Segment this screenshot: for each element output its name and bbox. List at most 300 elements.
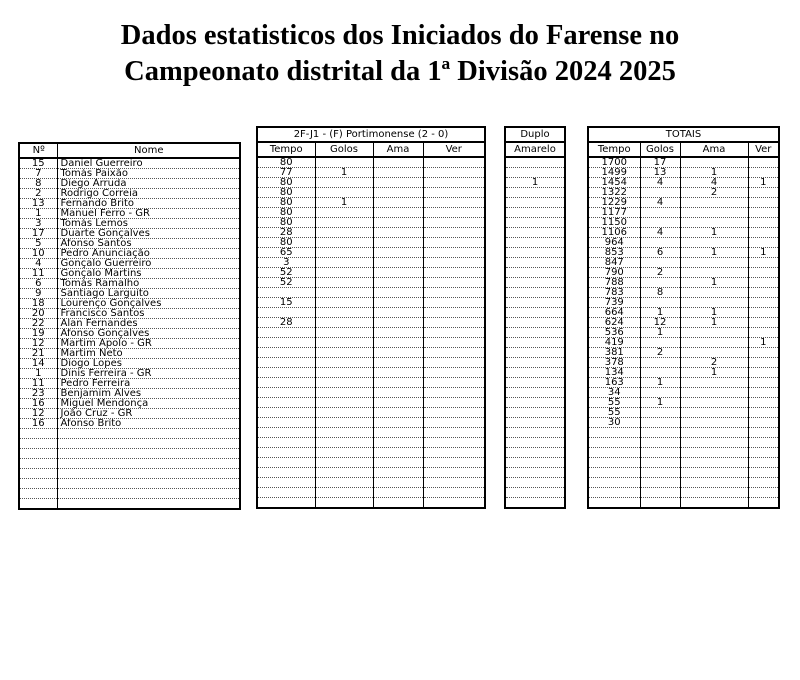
total-golos: 1 (640, 328, 680, 338)
player-name: Martim Neto (57, 349, 240, 359)
player-name: João Cruz - GR (57, 409, 240, 419)
player-number: 19 (19, 329, 57, 339)
player-number: 3 (19, 219, 57, 229)
match-tempo: 52 (257, 268, 315, 278)
match-golos (315, 398, 373, 408)
empty-row (19, 459, 240, 469)
player-number (19, 449, 57, 459)
total-tempo (588, 448, 640, 458)
total-ama (680, 498, 748, 509)
table-row (588, 178, 779, 188)
table-row (19, 299, 240, 309)
player-name: Fernando Brito (57, 199, 240, 209)
empty-row (505, 448, 565, 458)
player-name (57, 459, 240, 469)
total-golos (640, 188, 680, 198)
total-ama (680, 328, 748, 338)
table-row (257, 378, 485, 388)
player-number: 9 (19, 289, 57, 299)
duplo-amarelo (505, 328, 565, 338)
match-tempo (257, 428, 315, 438)
player-name: Lourenço Gonçalves (57, 299, 240, 309)
total-ama (680, 438, 748, 448)
table-row (505, 228, 565, 238)
match-golos: 1 (315, 168, 373, 178)
match-ver (423, 328, 485, 338)
match-ama (373, 398, 423, 408)
duplo-amarelo (505, 418, 565, 428)
table-row (588, 338, 779, 348)
players-table (18, 142, 241, 510)
table-row (19, 219, 240, 229)
match-golos (315, 238, 373, 248)
total-ver (748, 238, 779, 248)
match-golos (315, 228, 373, 238)
match-ver (423, 168, 485, 178)
duplo-header-row (505, 127, 565, 142)
total-tempo: 1150 (588, 218, 640, 228)
total-ver (748, 168, 779, 178)
player-name: Tomás Paixão (57, 169, 240, 179)
player-number: 17 (19, 229, 57, 239)
match-ver (423, 258, 485, 268)
total-ama (680, 208, 748, 218)
match-ama (373, 238, 423, 248)
total-golos: 2 (640, 348, 680, 358)
player-number: 16 (19, 419, 57, 429)
match-ama (373, 168, 423, 178)
empty-row (19, 439, 240, 449)
player-number: 15 (19, 158, 57, 169)
total-ama (680, 348, 748, 358)
table-row (257, 188, 485, 198)
table-row (505, 208, 565, 218)
match-tempo (257, 418, 315, 428)
match-table (256, 126, 486, 509)
table-row (19, 349, 240, 359)
total-golos (640, 208, 680, 218)
total-ver (748, 318, 779, 328)
table-row (588, 418, 779, 428)
total-ama (680, 408, 748, 418)
table-row (19, 389, 240, 399)
total-golos: 4 (640, 178, 680, 188)
table-row (257, 388, 485, 398)
table-row (505, 168, 565, 178)
total-tempo: 1229 (588, 198, 640, 208)
empty-row (588, 468, 779, 478)
duplo-amarelo (505, 468, 565, 478)
empty-row (19, 449, 240, 459)
table-row (19, 199, 240, 209)
total-ama (680, 268, 748, 278)
match-ver (423, 438, 485, 448)
duplo-amarelo (505, 198, 565, 208)
table-row (505, 318, 565, 328)
match-ama (373, 278, 423, 288)
match-ver (423, 228, 485, 238)
match-golos (315, 298, 373, 308)
total-ama (680, 338, 748, 348)
duplo-amarelo (505, 228, 565, 238)
total-ver (748, 408, 779, 418)
match-golos (315, 458, 373, 468)
match-tempo (257, 328, 315, 338)
duplo-amarelo (505, 368, 565, 378)
table-row (257, 198, 485, 208)
match-ama (373, 478, 423, 488)
match-golos (315, 408, 373, 418)
match-ama (373, 198, 423, 208)
player-number (19, 429, 57, 439)
table-row (19, 419, 240, 429)
player-number: 12 (19, 409, 57, 419)
player-name: Diogo Lopes (57, 359, 240, 369)
match-tempo: 28 (257, 318, 315, 328)
total-golos (640, 428, 680, 438)
total-golos (640, 478, 680, 488)
table-row (505, 248, 565, 258)
empty-row (257, 478, 485, 488)
table-row (257, 278, 485, 288)
table-row (19, 179, 240, 189)
table-row (505, 328, 565, 338)
total-ver (748, 348, 779, 358)
empty-row (588, 438, 779, 448)
total-ver (748, 438, 779, 448)
header-name: Nome (57, 143, 240, 158)
player-name: Tomás Ramalho (57, 279, 240, 289)
duplo-amarelo: 1 (505, 178, 565, 188)
match-ver (423, 378, 485, 388)
total-ver: 1 (748, 178, 779, 188)
table-row (257, 398, 485, 408)
match-ver (423, 458, 485, 468)
total-golos (640, 238, 680, 248)
match-golos (315, 258, 373, 268)
total-tempo: 134 (588, 368, 640, 378)
player-number: 18 (19, 299, 57, 309)
match-tempo (257, 338, 315, 348)
match-tempo (257, 288, 315, 298)
total-golos (640, 388, 680, 398)
match-ver (423, 198, 485, 208)
match-ver (423, 188, 485, 198)
match-ama (373, 498, 423, 509)
table-row (257, 288, 485, 298)
empty-row (505, 478, 565, 488)
total-tempo: 783 (588, 288, 640, 298)
match-tempo (257, 398, 315, 408)
match-golos (315, 288, 373, 298)
total-ver (748, 488, 779, 498)
player-number: 1 (19, 369, 57, 379)
empty-row (505, 498, 565, 509)
player-name: Manuel Ferro - GR (57, 209, 240, 219)
totais-col-ama: Ama (680, 142, 748, 157)
table-row (588, 378, 779, 388)
player-number (19, 499, 57, 510)
total-tempo: 1177 (588, 208, 640, 218)
match-ama (373, 308, 423, 318)
empty-row (588, 428, 779, 438)
total-tempo (588, 478, 640, 488)
duplo-amarelo (505, 408, 565, 418)
total-tempo: 55 (588, 398, 640, 408)
total-golos: 2 (640, 268, 680, 278)
table-row (588, 268, 779, 278)
player-name: Santiago Larguito (57, 289, 240, 299)
total-ama: 1 (680, 368, 748, 378)
total-tempo: 55 (588, 408, 640, 418)
player-number: 6 (19, 279, 57, 289)
table-row (588, 168, 779, 178)
match-tempo (257, 468, 315, 478)
match-ver (423, 278, 485, 288)
player-number (19, 459, 57, 469)
table-row (588, 258, 779, 268)
player-number: 1 (19, 209, 57, 219)
player-name: Pedro Ferreira (57, 379, 240, 389)
match-tempo (257, 498, 315, 509)
duplo-amarelo (505, 478, 565, 488)
empty-row (257, 428, 485, 438)
player-number: 14 (19, 359, 57, 369)
empty-row (257, 438, 485, 448)
total-ama: 1 (680, 228, 748, 238)
total-ama (680, 458, 748, 468)
table-row (588, 157, 779, 168)
table-row (19, 239, 240, 249)
player-name: Afonso Brito (57, 419, 240, 429)
table-row (19, 269, 240, 279)
match-ama (373, 258, 423, 268)
player-number: 7 (19, 169, 57, 179)
match-tempo: 28 (257, 228, 315, 238)
total-ama (680, 288, 748, 298)
totais-col-tempo: Tempo (588, 142, 640, 157)
total-ver (748, 448, 779, 458)
total-ver (748, 478, 779, 488)
duplo-amarelo-table (504, 126, 566, 509)
table-row (588, 218, 779, 228)
match-golos (315, 468, 373, 478)
table-row (19, 319, 240, 329)
table-row (19, 209, 240, 219)
total-tempo: 964 (588, 238, 640, 248)
match-tempo (257, 408, 315, 418)
match-header: 2F-J1 - (F) Portimonense (2 - 0) (257, 127, 485, 142)
duplo-amarelo (505, 498, 565, 509)
duplo-amarelo (505, 348, 565, 358)
player-number (19, 489, 57, 499)
table-row (505, 358, 565, 368)
match-ama (373, 208, 423, 218)
total-tempo: 1454 (588, 178, 640, 188)
empty-row (257, 468, 485, 478)
table-row (505, 157, 565, 168)
match-ver (423, 358, 485, 368)
total-ama (680, 448, 748, 458)
match-ver (423, 178, 485, 188)
player-number (19, 469, 57, 479)
total-tempo (588, 468, 640, 478)
total-golos (640, 338, 680, 348)
total-golos (640, 258, 680, 268)
match-golos (315, 358, 373, 368)
duplo-amarelo (505, 258, 565, 268)
match-tempo: 80 (257, 238, 315, 248)
total-tempo (588, 498, 640, 509)
total-ver (748, 418, 779, 428)
table-row (257, 308, 485, 318)
match-golos (315, 308, 373, 318)
match-ama (373, 228, 423, 238)
table-row (588, 408, 779, 418)
duplo-amarelo (505, 378, 565, 388)
table-row (257, 358, 485, 368)
total-tempo: 1700 (588, 157, 640, 168)
duplo-amarelo (505, 318, 565, 328)
total-ver: 1 (748, 248, 779, 258)
total-ama: 4 (680, 178, 748, 188)
match-ver (423, 388, 485, 398)
total-golos (640, 448, 680, 458)
total-ama (680, 157, 748, 168)
player-name (57, 439, 240, 449)
duplo-amarelo (505, 438, 565, 448)
match-col-golos: Golos (315, 142, 373, 157)
player-name: Afonso Gonçalves (57, 329, 240, 339)
total-golos: 1 (640, 398, 680, 408)
total-tempo: 419 (588, 338, 640, 348)
table-row (19, 309, 240, 319)
match-ama (373, 218, 423, 228)
total-tempo: 1106 (588, 228, 640, 238)
table-row (257, 168, 485, 178)
total-ama (680, 398, 748, 408)
total-ver (748, 498, 779, 509)
match-golos (315, 418, 373, 428)
match-tempo: 80 (257, 178, 315, 188)
header-number: Nº (19, 143, 57, 158)
match-tempo (257, 478, 315, 488)
table-row (588, 318, 779, 328)
total-ver (748, 188, 779, 198)
match-ama (373, 468, 423, 478)
match-ver (423, 338, 485, 348)
table-row (257, 418, 485, 428)
table-row (505, 308, 565, 318)
totais-table-body (588, 127, 779, 508)
total-tempo (588, 458, 640, 468)
match-golos (315, 478, 373, 488)
total-ama (680, 468, 748, 478)
table-row (19, 189, 240, 199)
empty-row (588, 478, 779, 488)
table-row (505, 378, 565, 388)
empty-row (588, 448, 779, 458)
match-ver (423, 478, 485, 488)
match-subheader-row (257, 142, 485, 157)
table-row (257, 268, 485, 278)
total-ver (748, 368, 779, 378)
player-name: Alan Fernandes (57, 319, 240, 329)
table-row (257, 338, 485, 348)
total-tempo: 788 (588, 278, 640, 288)
match-tempo: 80 (257, 198, 315, 208)
table-row (19, 158, 240, 169)
match-ama (373, 298, 423, 308)
table-row (257, 157, 485, 168)
match-golos (315, 488, 373, 498)
players-header-row (19, 143, 240, 158)
empty-row (505, 428, 565, 438)
total-golos (640, 488, 680, 498)
match-golos (315, 438, 373, 448)
duplo-amarelo (505, 268, 565, 278)
total-ver (748, 288, 779, 298)
match-golos (315, 188, 373, 198)
match-golos (315, 338, 373, 348)
total-ver (748, 228, 779, 238)
total-ver (748, 218, 779, 228)
duplo-header-line2: Amarelo (505, 142, 565, 157)
total-ver (748, 278, 779, 288)
player-number: 23 (19, 389, 57, 399)
table-row (257, 348, 485, 358)
player-name: Miguel Mendonça (57, 399, 240, 409)
total-golos: 17 (640, 157, 680, 168)
match-ama (373, 438, 423, 448)
match-ver (423, 468, 485, 478)
total-ver (748, 268, 779, 278)
table-row (19, 289, 240, 299)
match-header-row (257, 127, 485, 142)
total-ama: 1 (680, 308, 748, 318)
total-tempo: 1322 (588, 188, 640, 198)
table-row (19, 339, 240, 349)
duplo-amarelo (505, 488, 565, 498)
total-ver (748, 398, 779, 408)
total-tempo: 378 (588, 358, 640, 368)
table-row (505, 288, 565, 298)
match-golos (315, 278, 373, 288)
player-name: Duarte Gonçalves (57, 229, 240, 239)
match-golos (315, 208, 373, 218)
total-ver (748, 198, 779, 208)
duplo-amarelo (505, 428, 565, 438)
table-row (588, 328, 779, 338)
table-row (257, 328, 485, 338)
empty-row (505, 468, 565, 478)
match-ama (373, 458, 423, 468)
duplo-amarelo (505, 458, 565, 468)
table-row (588, 388, 779, 398)
player-name: Gonçalo Guerreiro (57, 259, 240, 269)
match-ama (373, 418, 423, 428)
table-row (19, 279, 240, 289)
table-row (257, 408, 485, 418)
total-ama (680, 258, 748, 268)
table-row (588, 228, 779, 238)
table-row (588, 398, 779, 408)
table-row (257, 318, 485, 328)
duplo-amarelo (505, 188, 565, 198)
total-golos (640, 298, 680, 308)
total-ama (680, 218, 748, 228)
match-golos: 1 (315, 198, 373, 208)
